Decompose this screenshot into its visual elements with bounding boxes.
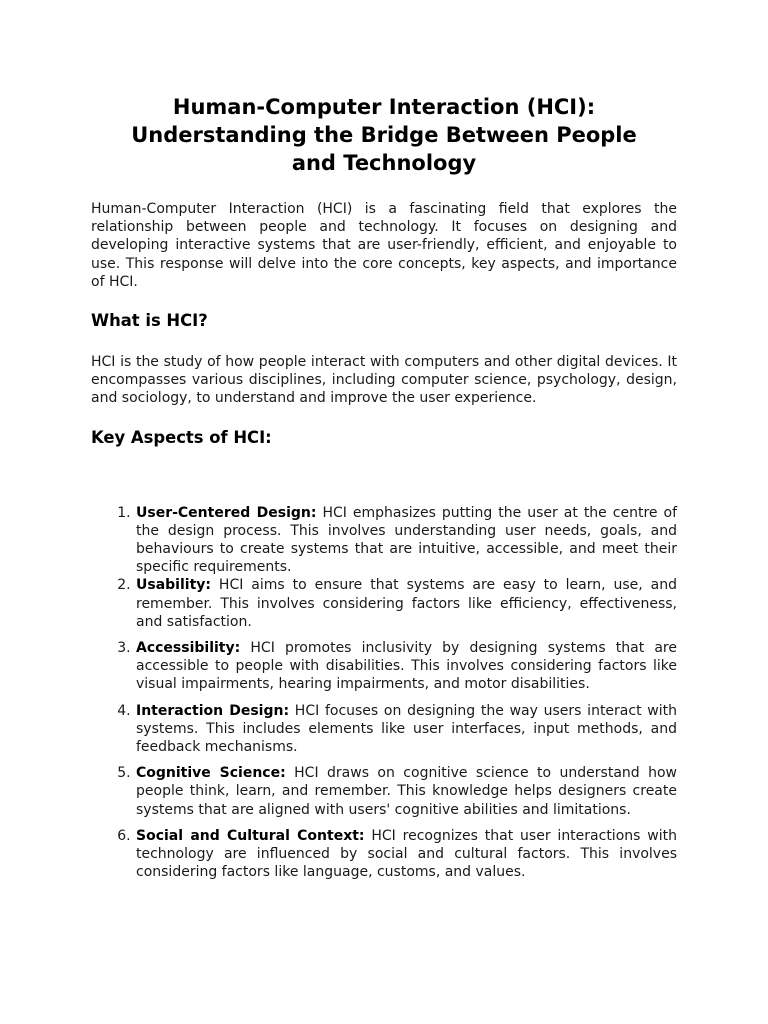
list-item bbox=[135, 764, 677, 819]
list-item-text: HCI promotes inclusivity by designing systems that are accessible to people with disabilities. This involves considering factors like visual impairments, hearing impairments, and motor disabilities. bbox=[136, 640, 677, 693]
document-page bbox=[91, 93, 677, 881]
list-item-text: HCI draws on cognitive science to understand how people think, learn, and remember. This knowledge helps designers create systems that are aligned with users' cognitive abilities and limitations. bbox=[136, 765, 678, 818]
list-item-term: Cognitive Science: bbox=[136, 765, 286, 782]
list-item bbox=[135, 639, 677, 694]
list-item-text: HCI emphasizes putting the user at the centre of the design process. This involves understanding user needs, goals, and behaviours to create systems that are intuitive, accessible, and meet their specific requirements. bbox=[136, 504, 677, 576]
list-item-text: HCI recognizes that user interactions with technology are influenced by social and cultural factors. This involves considering factors like language, customs, and values. bbox=[136, 827, 677, 881]
list-item-term: User-Centered Design: bbox=[136, 504, 317, 521]
list-item-text: HCI focuses on designing the way users interact with systems. This includes elements like user interfaces, input methods, and feedback mechanisms. bbox=[136, 702, 677, 756]
list-item bbox=[135, 827, 677, 882]
list-item-term: Social and Cultural Context: bbox=[136, 827, 365, 844]
list-item-term: Interaction Design: bbox=[136, 702, 290, 719]
intro-paragraph: Human-Computer Interaction (HCI) is a fascinating field that explores the relationship between people and technology. It focuses on designing and developing interactive systems that are user-friendly, efficient, and enjoyable to use. This response will delve into the core concepts, key aspects, and importance of HCI. bbox=[91, 201, 677, 290]
list-item-term: Accessibility: bbox=[136, 640, 241, 657]
document-title: Human-Computer Interaction (HCI): Understanding the Bridge Between People and Technology bbox=[131, 95, 637, 175]
list-item bbox=[135, 702, 677, 757]
list-item-text: HCI aims to ensure that systems are easy to learn, use, and remember. This involves considering factors like efficiency, effectiveness, and satisfaction. bbox=[136, 577, 677, 630]
section-heading-what-is-hci: What is HCI? bbox=[91, 311, 208, 331]
what-is-hci-paragraph: HCI is the study of how people interact with computers and other digital devices. It encompasses various disciplines, including computer science, psychology, design, and sociology, to understand and improve the user experience. bbox=[91, 354, 677, 407]
list-item bbox=[135, 576, 677, 631]
key-aspects-list bbox=[91, 504, 677, 882]
list-item bbox=[135, 504, 677, 577]
section-heading-key-aspects: Key Aspects of HCI: bbox=[91, 427, 272, 447]
list-item-term: Usability: bbox=[136, 577, 211, 594]
